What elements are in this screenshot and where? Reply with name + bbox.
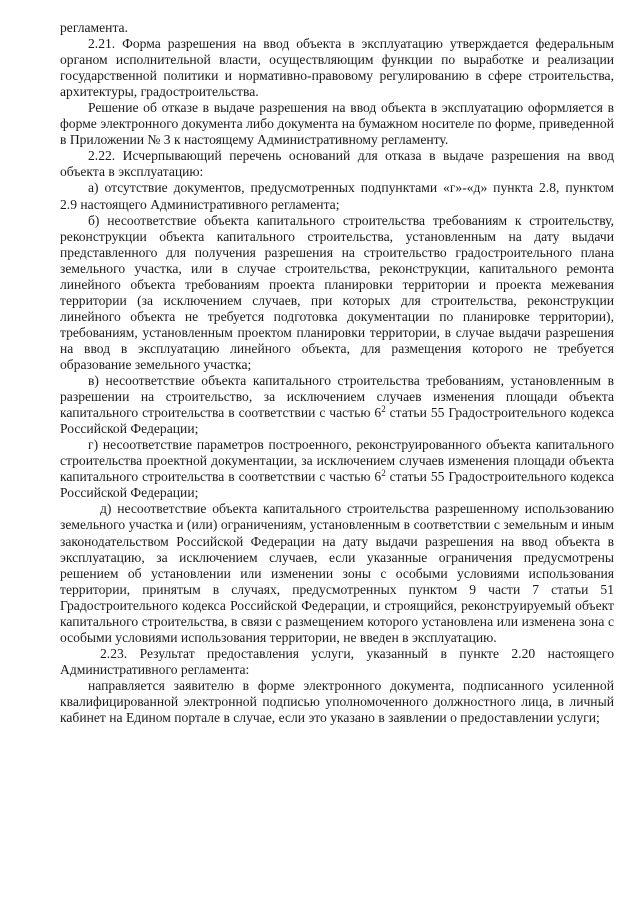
paragraph-item-v — [60, 373, 614, 437]
paragraph-refusal-decision: Решение об отказе в выдаче разрешения на ввод объекта в эксплуатацию оформляется в форме электронного документа либо документа на бумажном носителе по форме, приведенной в Приложении № 3 к настоящему Административному регламенту. — [60, 100, 614, 148]
paragraph-item-g — [60, 437, 614, 501]
document-body — [60, 20, 614, 726]
item-g-superscript: 2 — [381, 468, 386, 479]
paragraph-item-a: а) отсутствие документов, предусмотренных подпунктами «г»-«д» пункта 2.8, пунктом 2.9 настоящего Административного регламента; — [60, 180, 614, 212]
item-v-text: в) несоответствие объекта капитального строительства требованиям, установленным в разрешении на строительство, за исключением случаев изменения площади объекта капитального строительства в соответствии с частью 6 — [60, 373, 614, 421]
paragraph-item-b: б) несоответствие объекта капитального строительства требованиям к строительству, реконструкции объекта капитального строительства, установленным на дату выдачи представленного для получения разрешения на строительство градостроительного плана земельного участка, или в случае строительства, реконструкции, капитального ремонта линейного объекта требованиям проекта планировки территории и проекта межевания территории (за исключением случаев, при которых для строительства, реконструкции линейного объекта не требуется подготовка документации по планировке территории), требованиям, установленным проектом планировки территории, в случае выдачи разрешения на ввод в эксплуатацию линейного объекта, для размещения которого не требуется образование земельного участка; — [60, 212, 614, 372]
paragraph-item-d: д) несоответствие объекта капитального строительства разрешенному использованию земельного участка и (или) ограничениям, установленным в соответствии с земельным и иным законодательством Российской Федерации на дату выдачи разрешения на ввод объекта в эксплуатацию, за исключением случаев, если указанные ограничения предусмотрены решением об установлении или изменении зоны с особыми условиями использования территории, принятым в случаях, предусмотренных пунктом 9 части 7 статьи 51 Градостроительного кодекса Российской Федерации, и строящийся, реконструируемый объект капитального строительства, в связи с размещением которого установлена или изменена зона с особыми условиями использования территории, не введен в эксплуатацию. — [60, 501, 614, 645]
item-g-text-end: статьи 55 Градостроительного кодекса Российской Федерации; — [60, 469, 614, 501]
paragraph-2-21: 2.21. Форма разрешения на ввод объекта в эксплуатацию утверждается федеральным органом исполнительной власти, осуществляющим функции по выработке и реализации государственной политики и нормативно-правовому регулированию в сфере строительства, архитектуры, градостроительства. — [60, 36, 614, 100]
paragraph-2-22: 2.22. Исчерпывающий перечень оснований для отказа в выдаче разрешения на ввод объекта в эксплуатацию: — [60, 148, 614, 180]
paragraph-regulation-continuation: регламента. — [60, 20, 128, 35]
item-v-text-end: статьи 55 Градостроительного кодекса Российской Федерации; — [60, 405, 614, 437]
item-g-text: г) несоответствие параметров построенного, реконструированного объекта капитального строительства проектной документации, за исключением случаев изменения площади объекта капитального строительства в соответствии с частью 6 — [60, 437, 614, 485]
paragraph-result-sending: направляется заявителю в форме электронного документа, подписанного усиленной квалифицированной электронной подписью уполномоченного должностного лица, в личный кабинет на Едином портале в случае, если это указано в заявлении о предоставлении услуги; — [60, 677, 614, 726]
paragraph-2-23: 2.23. Результат предоставления услуги, указанный в пункте 2.20 настоящего Административного регламента: — [60, 645, 614, 677]
item-v-superscript: 2 — [381, 404, 386, 415]
